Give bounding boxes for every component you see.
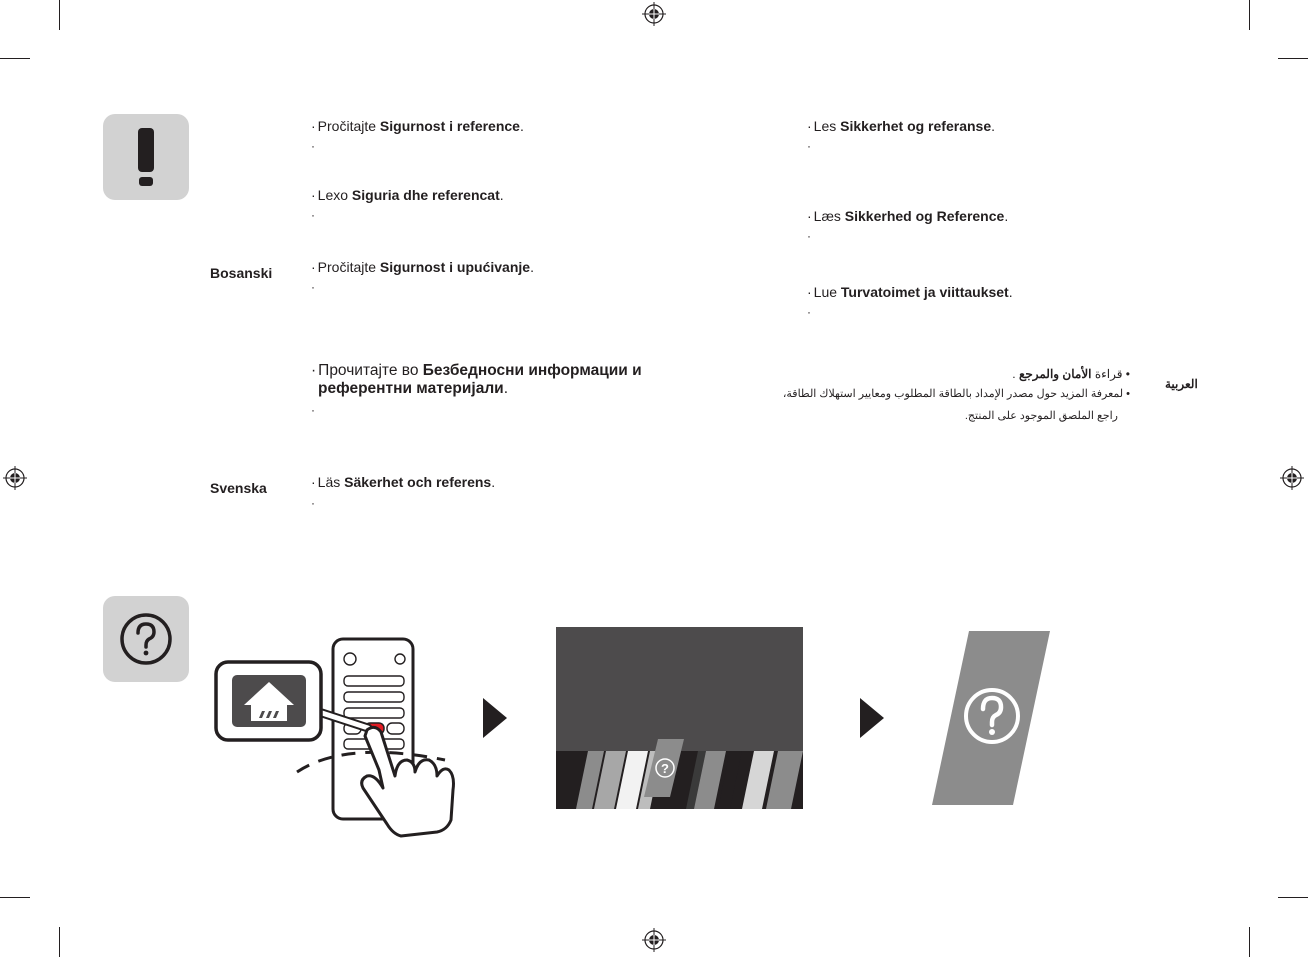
registration-mark-icon bbox=[642, 2, 666, 26]
bullet: · bbox=[311, 187, 316, 203]
instruction-title: Sigurnost i upućivanje bbox=[379, 259, 531, 275]
help-icon-box bbox=[103, 596, 189, 682]
bullet: · bbox=[311, 403, 315, 417]
instruction-prefix: Pročitajte bbox=[317, 259, 380, 275]
instruction-title: Безбедносни информации и bbox=[422, 362, 642, 379]
instruction-line bbox=[311, 362, 642, 380]
crop-mark bbox=[59, 0, 60, 30]
instruction-prefix: Læs bbox=[813, 208, 845, 224]
bullet: · bbox=[311, 139, 315, 153]
instruction-suffix: . bbox=[499, 187, 504, 203]
arabic-prefix: • قراءة bbox=[1091, 367, 1130, 381]
instruction-prefix: Lexo bbox=[317, 187, 352, 203]
arabic-line-2: • لمعرفة المزيد حول مصدر الإمداد بالطاقة المطلوب ومعايير استهلاك الطاقة، bbox=[782, 388, 1130, 400]
bullet: · bbox=[311, 280, 315, 294]
warning-icon-box bbox=[103, 114, 189, 200]
instruction-prefix: Lue bbox=[813, 284, 841, 300]
instruction-line bbox=[807, 207, 1008, 225]
crop-mark bbox=[1278, 58, 1308, 59]
instruction-title: Turvatoimet ja viittaukset bbox=[840, 284, 1009, 300]
arabic-suffix: . bbox=[1012, 367, 1019, 381]
crop-mark bbox=[0, 897, 30, 898]
play-arrow-icon bbox=[860, 698, 884, 738]
bullet: · bbox=[807, 208, 812, 224]
language-label-arabic: العربية bbox=[1165, 377, 1198, 391]
bullet: · bbox=[311, 259, 316, 275]
bullet: · bbox=[311, 118, 316, 134]
question-icon bbox=[103, 596, 189, 682]
registration-mark-icon bbox=[3, 466, 27, 490]
instruction-prefix: Les bbox=[813, 118, 841, 134]
instruction-title: Siguria dhe referencat bbox=[351, 187, 500, 203]
registration-mark-icon bbox=[642, 928, 666, 952]
instruction-suffix: . bbox=[991, 118, 995, 134]
bullet: · bbox=[311, 474, 316, 490]
crop-mark bbox=[1278, 897, 1308, 898]
svg-text:?: ? bbox=[661, 761, 669, 776]
bullet: · bbox=[807, 139, 811, 153]
language-label-svenska: Svenska bbox=[210, 480, 267, 496]
instruction-prefix: Прочитајте во bbox=[318, 362, 423, 379]
instruction-suffix: . bbox=[503, 380, 509, 397]
instruction-suffix: . bbox=[1008, 284, 1013, 300]
instruction-line bbox=[311, 117, 524, 135]
instruction-suffix: . bbox=[519, 118, 524, 134]
arabic-title: الأمان والمرجع bbox=[1018, 367, 1092, 381]
language-label-bosanski: Bosanski bbox=[210, 265, 273, 281]
tv-screen-illustration bbox=[556, 627, 803, 809]
instruction-title: Sikkerhet og referanse bbox=[840, 118, 992, 134]
remote-illustration bbox=[205, 630, 475, 840]
arabic-line-3: راجع الملصق الموجود على المنتج. bbox=[964, 410, 1118, 422]
crop-mark bbox=[1249, 0, 1250, 30]
exclamation-icon bbox=[103, 114, 189, 200]
instruction-title: Sikkerhed og Reference bbox=[844, 208, 1005, 224]
arabic-line-1 bbox=[1012, 367, 1130, 381]
instruction-line bbox=[807, 117, 995, 135]
crop-mark bbox=[0, 58, 30, 59]
instruction-line bbox=[311, 186, 504, 204]
instruction-line-continued bbox=[318, 380, 508, 398]
bullet: · bbox=[311, 208, 315, 222]
bullet: · bbox=[311, 496, 315, 510]
instruction-title: Sigurnost i reference bbox=[379, 118, 520, 134]
bullet: · bbox=[807, 229, 811, 243]
instruction-line bbox=[311, 473, 495, 491]
crop-mark bbox=[59, 927, 60, 957]
instruction-line bbox=[311, 258, 534, 276]
instruction-suffix: . bbox=[530, 259, 534, 275]
instruction-title: Säkerhet och referens bbox=[344, 474, 492, 490]
bullet: · bbox=[807, 305, 811, 319]
instruction-line bbox=[807, 283, 1013, 301]
instruction-title-continued: референтни материјали bbox=[318, 380, 504, 397]
registration-mark-icon bbox=[1280, 466, 1304, 490]
bullet: · bbox=[807, 284, 812, 300]
instruction-suffix: . bbox=[491, 474, 496, 490]
crop-mark bbox=[1249, 927, 1250, 957]
instruction-suffix: . bbox=[1004, 208, 1009, 224]
instruction-prefix: Läs bbox=[317, 474, 345, 490]
bullet: · bbox=[311, 362, 317, 379]
bullet: · bbox=[807, 118, 812, 134]
play-arrow-icon bbox=[483, 698, 507, 738]
instruction-prefix: Pročitajte bbox=[317, 118, 380, 134]
help-app-tile-large bbox=[932, 631, 1052, 805]
